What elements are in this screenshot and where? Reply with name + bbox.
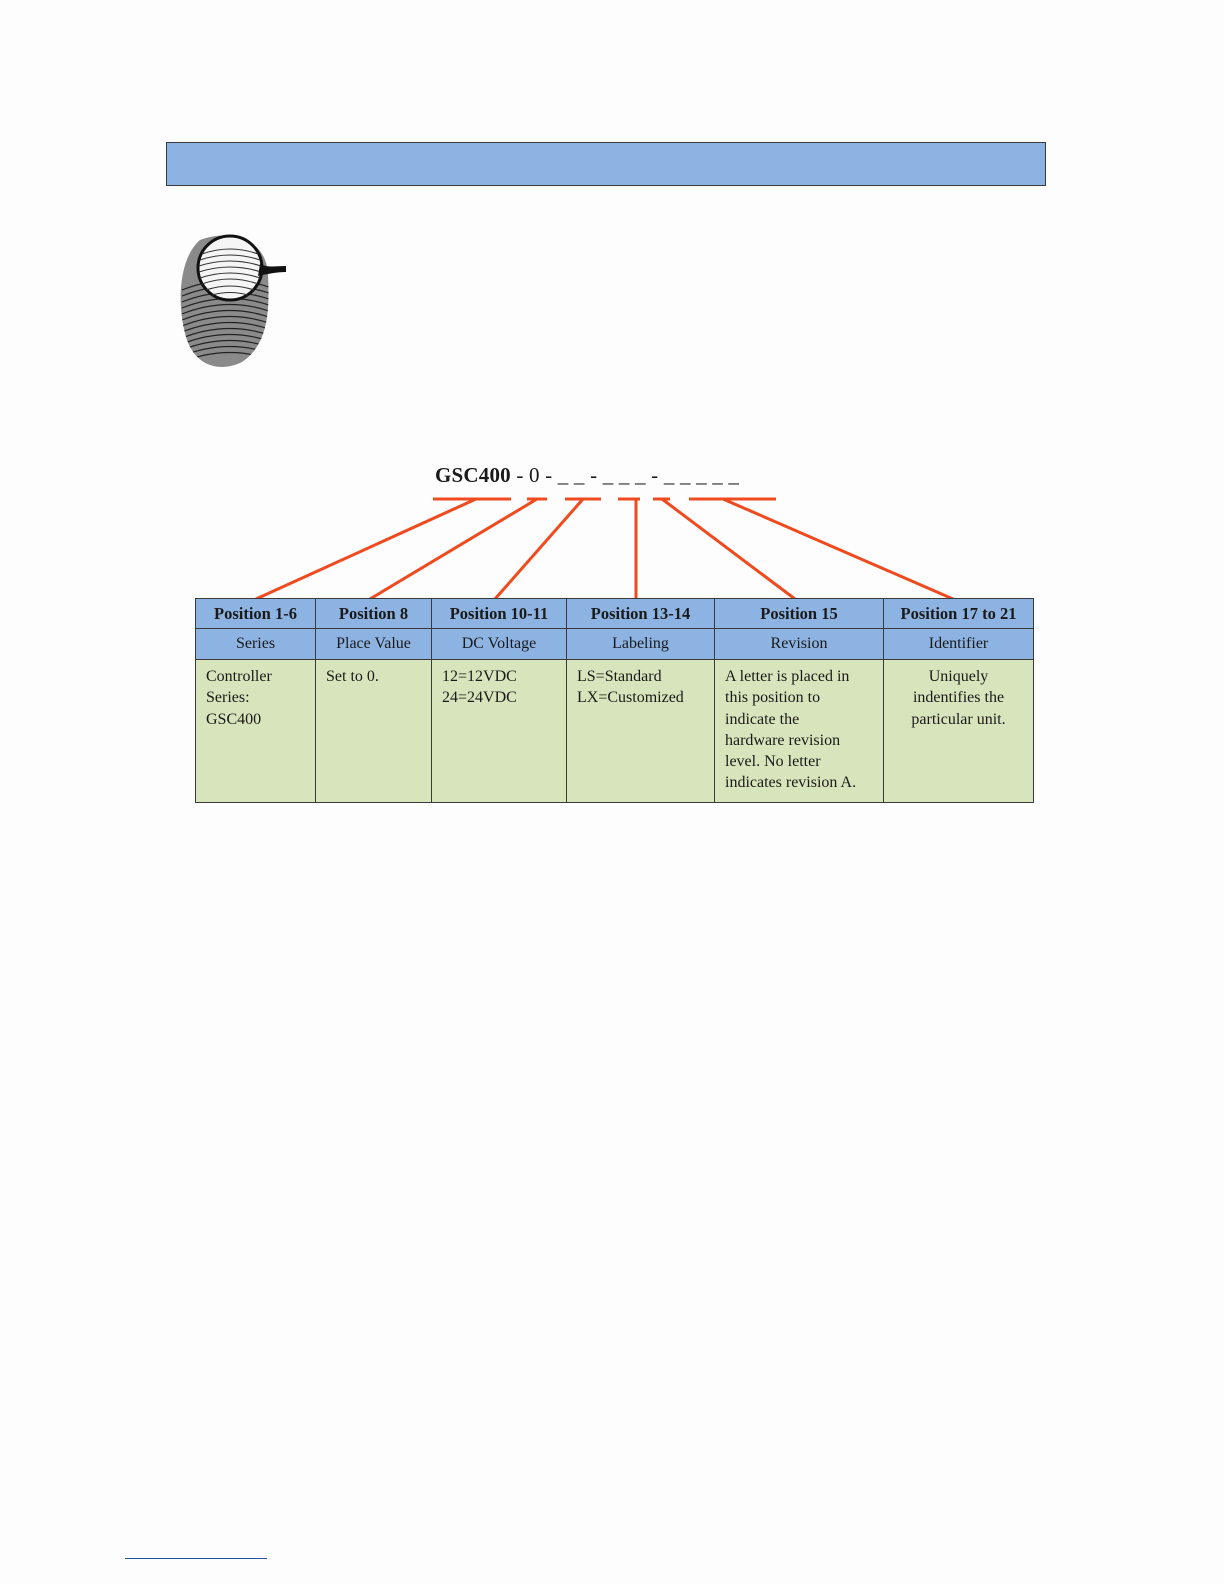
- field-name: DC Voltage: [432, 629, 567, 660]
- position-header: Position 17 to 21: [884, 599, 1034, 629]
- connector-revision: [662, 499, 795, 599]
- field-description: 12=12VDC 24=24VDC: [432, 660, 567, 803]
- field-name: Identifier: [884, 629, 1034, 660]
- footnote-separator: [125, 1558, 267, 1559]
- field-name-row: [196, 629, 1034, 660]
- position-header: Position 10-11: [432, 599, 567, 629]
- part-number-table: [195, 598, 1034, 803]
- field-name: Place Value: [316, 629, 432, 660]
- connector-identifier: [723, 499, 953, 599]
- field-name: Revision: [715, 629, 884, 660]
- part-number-prefix: GSC400: [435, 463, 511, 487]
- field-name: Series: [196, 629, 316, 660]
- part-number-suffix: - 0 - _ _ - _ _ _ - _ _ _ _ _: [510, 463, 740, 487]
- connector-series: [256, 499, 476, 599]
- position-header-row: [196, 599, 1034, 629]
- field-description: Controller Series: GSC400: [196, 660, 316, 803]
- position-header: Position 8: [316, 599, 432, 629]
- connector-place-value: [370, 499, 537, 599]
- field-description: Set to 0.: [316, 660, 432, 803]
- position-header: Position 13-14: [567, 599, 715, 629]
- field-description: Uniquely indentifies the particular unit.: [884, 660, 1034, 803]
- connector-dc-voltage: [495, 499, 583, 599]
- field-name: Labeling: [567, 629, 715, 660]
- part-number-code: [435, 463, 739, 488]
- fingerprint-logo: [172, 230, 292, 370]
- description-row: [196, 660, 1034, 803]
- field-description: A letter is placed in this position to indicate the hardware revision level. No letter indicates revision A.: [715, 660, 884, 803]
- position-header: Position 15: [715, 599, 884, 629]
- field-description: LS=Standard LX=Customized: [567, 660, 715, 803]
- position-header: Position 1-6: [196, 599, 316, 629]
- header-bar: [166, 142, 1046, 186]
